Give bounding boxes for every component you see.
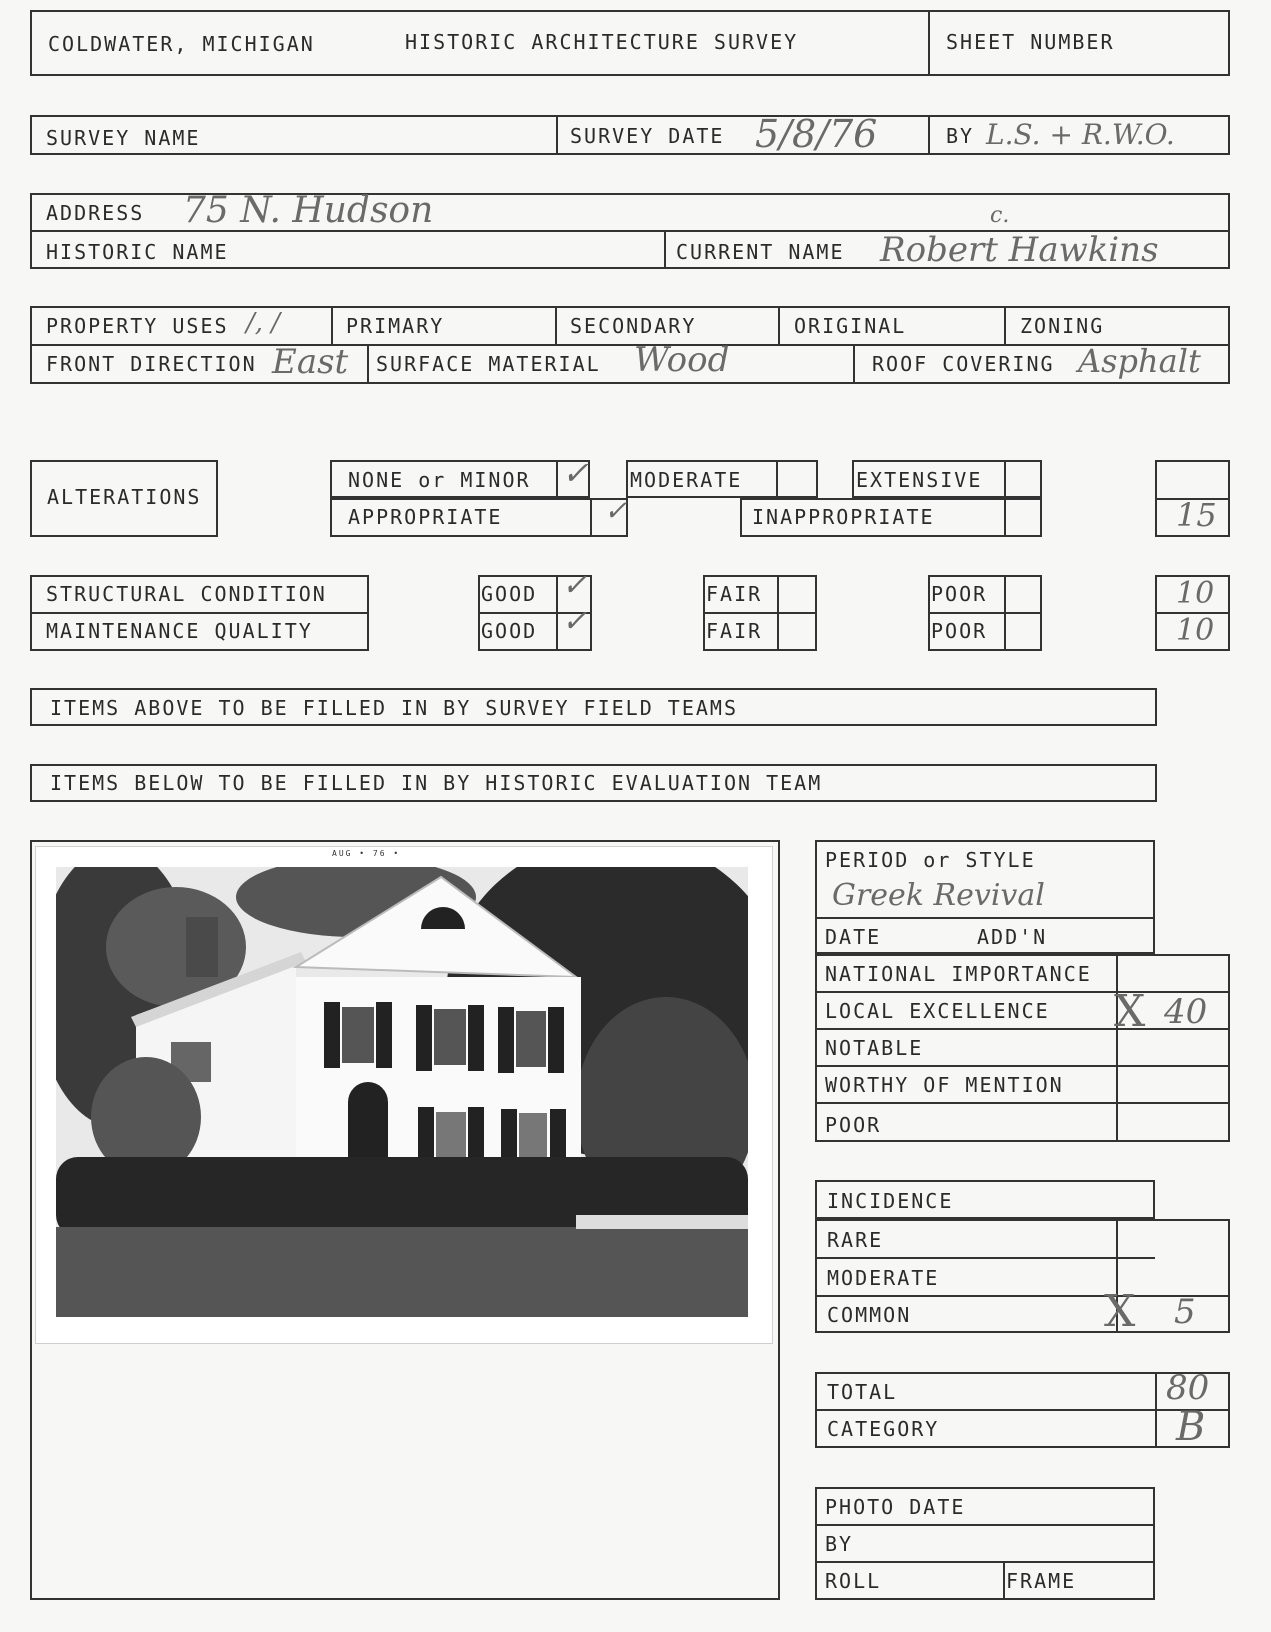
- photo-info-row-2: [815, 1561, 1155, 1563]
- surface-material-label: SURFACE MATERIAL: [376, 352, 601, 376]
- notable-label: NOTABLE: [825, 1036, 924, 1060]
- date-label: DATE: [825, 925, 882, 949]
- appropriate-check: ✓: [604, 494, 628, 527]
- moderate-label: MODERATE: [630, 468, 743, 492]
- fair-divider: [703, 612, 817, 614]
- importance-row-3: [815, 1065, 1230, 1067]
- survey-date-label: SURVEY DATE: [570, 124, 725, 148]
- worthy-of-mention-label: WORTHY OF MENTION: [825, 1073, 1064, 1097]
- original-label: ORIGINAL: [794, 314, 907, 338]
- zoning-divider: [1004, 306, 1006, 344]
- period-date-divider: [815, 917, 1155, 919]
- alterations-score: 15: [1176, 496, 1217, 534]
- incidence-row-2: [815, 1295, 1230, 1297]
- none-minor-check-divider: [556, 460, 558, 498]
- poor-divider: [928, 612, 1042, 614]
- roof-covering-value: Asphalt: [1078, 342, 1201, 380]
- rare-label: RARE: [827, 1228, 884, 1252]
- property-divider: [30, 344, 1230, 346]
- header-divider: [928, 10, 930, 76]
- local-excellence-score: 40: [1164, 992, 1208, 1032]
- maintenance-fair-label: FAIR: [706, 619, 763, 643]
- maintenance-good-check: ✓: [562, 604, 588, 639]
- category-value: B: [1176, 1404, 1206, 1450]
- structural-good-check: ✓: [562, 568, 588, 603]
- local-excellence-label: LOCAL EXCELLENCE: [825, 999, 1050, 1023]
- address-label: ADDRESS: [46, 201, 145, 225]
- maintenance-quality-label: MAINTENANCE QUALITY: [46, 619, 313, 643]
- front-direction-value: East: [272, 342, 349, 382]
- fair-check-divider: [777, 575, 779, 651]
- property-uses-value: /, /: [246, 308, 281, 338]
- condition-label-divider: [30, 612, 369, 614]
- surface-material-value: Wood: [634, 340, 730, 380]
- current-name-value: Robert Hawkins: [880, 230, 1159, 270]
- original-divider: [778, 306, 780, 344]
- primary-divider: [331, 306, 333, 344]
- secondary-divider: [555, 306, 557, 344]
- frame-divider: [1003, 1561, 1005, 1600]
- photo-date-label: PHOTO DATE: [825, 1495, 966, 1519]
- sheet-number-label: SHEET NUMBER: [946, 30, 1115, 54]
- good-check-divider: [556, 575, 558, 651]
- common-score: 5: [1174, 1292, 1196, 1332]
- none-minor-check: ✓: [562, 454, 589, 492]
- poor-label: POOR: [825, 1113, 882, 1137]
- roll-label: ROLL: [825, 1569, 882, 1593]
- primary-label: PRIMARY: [346, 314, 445, 338]
- property-uses-label: PROPERTY USES: [46, 314, 229, 338]
- historic-name-label: HISTORIC NAME: [46, 240, 229, 264]
- importance-mark-divider: [1116, 954, 1118, 1142]
- surface-divider: [367, 344, 369, 384]
- alterations-label: ALTERATIONS: [47, 485, 202, 509]
- roof-divider: [853, 344, 855, 384]
- maintenance-score: 10: [1176, 613, 1215, 648]
- national-importance-label: NATIONAL IMPORTANCE: [825, 962, 1092, 986]
- inappropriate-label: INAPPROPRIATE: [752, 505, 935, 529]
- frame-label: FRAME: [1006, 1569, 1077, 1593]
- photo-date-stamp: AUG • 76 •: [332, 849, 401, 858]
- maintenance-poor-label: POOR: [931, 619, 988, 643]
- front-direction-label: FRONT DIRECTION: [46, 352, 257, 376]
- survey-date-value: 5/8/76: [755, 112, 878, 156]
- current-name-label: CURRENT NAME: [676, 240, 845, 264]
- extensive-label: EXTENSIVE: [856, 468, 983, 492]
- current-name-divider: [664, 230, 666, 269]
- survey-divider-1: [556, 115, 558, 155]
- structural-condition-label: STRUCTURAL CONDITION: [46, 582, 327, 606]
- structural-poor-label: POOR: [931, 582, 988, 606]
- structural-fair-label: FAIR: [706, 582, 763, 606]
- house-photo-image: [56, 867, 748, 1317]
- structural-score: 10: [1176, 576, 1215, 611]
- appropriate-label: APPROPRIATE: [348, 505, 503, 529]
- incidence-label: INCIDENCE: [827, 1189, 954, 1213]
- common-mark: X: [1104, 1286, 1136, 1337]
- photo-info-row-1: [815, 1524, 1155, 1526]
- extensive-check-divider: [1004, 460, 1006, 498]
- inappropriate-check-divider: [1004, 498, 1006, 537]
- local-excellence-mark: X: [1114, 986, 1146, 1037]
- city-label: COLDWATER, MICHIGAN: [48, 32, 315, 56]
- items-below-note: ITEMS BELOW TO BE FILLED IN BY HISTORIC EVALUATION TEAM: [50, 771, 823, 795]
- by-label: BY: [946, 124, 975, 148]
- total-label: TOTAL: [827, 1380, 898, 1404]
- appropriate-check-divider: [590, 498, 592, 537]
- moderate-check-divider: [776, 460, 778, 498]
- totals-divider: [815, 1409, 1230, 1411]
- total-value: 80: [1166, 1368, 1210, 1408]
- maintenance-good-label: GOOD: [481, 619, 538, 643]
- period-value: Greek Revival: [832, 878, 1045, 913]
- survey-name-label: SURVEY NAME: [46, 126, 201, 150]
- address-value: 75 N. Hudson: [183, 190, 434, 231]
- totals-value-divider: [1155, 1372, 1157, 1448]
- items-above-note: ITEMS ABOVE TO BE FILLED IN BY SURVEY FIELD TEAMS: [50, 696, 739, 720]
- structural-good-label: GOOD: [481, 582, 538, 606]
- common-label: COMMON: [827, 1303, 912, 1327]
- incidence-row-1: [815, 1257, 1155, 1259]
- addn-label: ADD'N: [977, 925, 1048, 949]
- period-label: PERIOD or STYLE: [825, 848, 1036, 872]
- photo-by-label: BY: [825, 1532, 854, 1556]
- none-or-minor-label: NONE or MINOR: [348, 468, 531, 492]
- incidence-moderate-label: MODERATE: [827, 1266, 940, 1290]
- survey-divider-2: [928, 115, 930, 155]
- zoning-label: ZONING: [1020, 314, 1105, 338]
- house-photo: [35, 846, 773, 1344]
- importance-row-4: [815, 1102, 1230, 1104]
- poor-check-divider: [1004, 575, 1006, 651]
- form-title: HISTORIC ARCHITECTURE SURVEY: [405, 30, 799, 54]
- secondary-label: SECONDARY: [570, 314, 697, 338]
- roof-covering-label: ROOF COVERING: [872, 352, 1055, 376]
- survey-divider-3: [1228, 115, 1230, 155]
- by-value: L.S. + R.W.O.: [986, 118, 1175, 151]
- address-c-mark: c.: [990, 203, 1010, 228]
- category-label: CATEGORY: [827, 1417, 940, 1441]
